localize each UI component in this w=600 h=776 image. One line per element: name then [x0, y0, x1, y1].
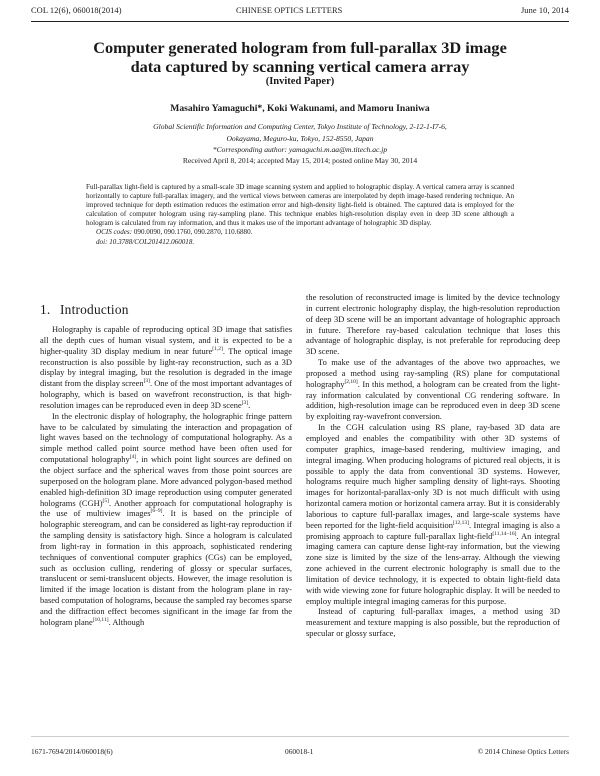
copyright: © 2014 Chinese Optics Letters	[477, 747, 569, 756]
section-number: 1.	[40, 302, 51, 317]
doi-label: doi:	[96, 237, 108, 246]
paper-title	[40, 38, 560, 76]
title-line-2: data captured by scanning vertical camera array	[130, 57, 470, 76]
citation: [3]	[241, 399, 249, 406]
section-heading	[40, 302, 129, 318]
citation: [11,14–16]	[492, 530, 517, 537]
ocis-values: 090.0090, 090.1760, 090.2870, 110.6880.	[133, 228, 253, 237]
intro-paragraph-3: the resolution of reconstructed image is limited by the device technology in current electronic holography display, the high-resolution reproduction of deep 3D scene will be an important advantage of holographic approach in future. Therefore ray-based calculation technique that loses this advantage of holographic display, is not preferable for reproducing deep 3D scene.	[306, 292, 560, 357]
header-rule	[31, 21, 569, 22]
footer-rule	[31, 736, 569, 737]
right-column	[306, 292, 560, 639]
citation: [10,11]	[92, 616, 109, 623]
affiliation-line-2: Ookayama, Meguro-ku, Tokyo, 152-8550, Japan	[226, 133, 374, 143]
citation: [5]	[102, 497, 109, 504]
affiliation	[60, 121, 540, 156]
left-column	[40, 324, 292, 628]
received-dates: Received April 8, 2014; accepted May 15, 2014; posted online May 30, 2014	[182, 156, 418, 165]
intro-paragraph-1: Holography is capable of reproducing optical 3D image that satisfies all the depth cues of human visual system, and it is expected to be a higher-quality 3D display medium in near future[1,2]. The optical image reconstruction is also possible by light-ray reconstruction, such as a 3D display by integral imaging, but the resolution is degraded in the image distant from the display screen[3]. One of the most important advantages of holography, which is based on wavefront reconstruction, is that high-resolution images can be reproduced even in deep 3D scene[3].	[40, 324, 292, 410]
intro-paragraph-2: In the electronic display of holography, the holographic fringe pattern have to be calculated by simulating the interaction and propagation of light waves based on the technology of computational holography. As a simple method called point source method have been often used for computational holography[4], in which point light sources are defined on the object surface and the spherical waves from those point sources are superposed on the hologram plane. More advanced polygon-based method enabled high-definition 3D image reproduction using computer generated holograms (CGH)[5]. Another approach for computational holography is the use of multiview images[6–9]. It is based on the principle of holographic stereogram, and can be considered as light-ray reproduction if the sampling density is satisfactory high. Since a hologram is calculated from light-ray in formation in this approach, sophisticated rendering techniques of conventional computer graphics (CGs) can be employed, such as occlusion culling, rendering of glossy or specular surfaces, translucent or semi-translucent objects. However, the image resolution is limited if the image location is distant from the hologram plane in ray-based computation of holograms, because the sampled ray becomes sparse and the diffraction effect becomes significant in the image far from the hologram plane[10,11]. Although	[40, 410, 292, 627]
title-line-1: Computer generated hologram from full-parallax 3D image	[93, 38, 507, 57]
issue-date: June 10, 2014	[520, 6, 569, 15]
abstract	[86, 183, 514, 247]
abstract-text: Full-parallax light-field is captured by a small-scale 3D image scanning system and applied to holographic display. A vertical camera array is scanned horizontally to capture full-parallax imagery, and the vertical views between cameras are interpolated by depth image-based rendering technique. An improved technique for depth estimation reduces the estimation error and high-density light-field is obtained. The captured data is employed for the calculation of computer hologram using ray-sampling plane. This technique enables high-resolution display even in deep 3D scene although a hologram is calculated from ray information, and thus it makes use of the important advantage of holographic 3D display.	[86, 183, 514, 228]
journal-name: CHINESE OPTICS LETTERS	[236, 6, 343, 15]
citation: [4]	[129, 454, 137, 461]
page-footer	[31, 747, 569, 759]
issn: 1671-7694/2014/060018(6)	[31, 747, 113, 756]
intro-paragraph-4: To make use of the advantages of the above two approaches, we proposed a method using ray-sampling (RS) plane for computational holography[2,10]. In this method, a hologram can be created from the light-ray information calculated by conventional CG rendering software. In addition, high-resolution image can be reproduced even in deep 3D scene by exploiting ray-wavefront conversion.	[306, 357, 560, 422]
citation: [2,10]	[344, 378, 358, 385]
page-number: 060018-1	[285, 747, 314, 756]
citation: [12,13]	[452, 519, 470, 526]
doi	[86, 238, 514, 247]
running-header	[31, 6, 569, 20]
affiliation-line-1: Global Scientific Information and Computing Center, Tokyo Institute of Technology, 2-12-1-I7-6,	[153, 122, 447, 131]
corresponding-author: *Corresponding author: yamaguchi.m.aa@m.titech.ac.jp	[212, 145, 388, 154]
invited-label: (Invited Paper)	[265, 76, 335, 87]
citation: [1,2]	[212, 345, 223, 352]
doi-value: 10.3788/COL201412.060018.	[109, 237, 195, 246]
author-list: Masahiro Yamaguchi*, Koki Wakunami, and Mamoru Inaniwa	[170, 103, 430, 114]
ocis-label: OCIS codes:	[96, 228, 133, 237]
ocis-codes	[86, 228, 514, 237]
intro-paragraph-6: Instead of capturing full-parallax images, a method using 3D measurement and texture mapping is also possible, but the reproduction of specular or glossy surface,	[306, 606, 560, 639]
intro-paragraph-5: In the CGH calculation using RS plane, ray-based 3D data are employed and enables the compatibility with other 3D systems of computer graphics, image-based rendering, multiview imaging, and integral imaging. When producing holograms of pictured real objects, it is possible to apply the data from conventional 3D systems. However, holograms require much higher sampling density of light-rays. Shooting images for horizontal-parallax-only 3D is not much difficult with using horizontal camera motion or horizontal camera array. But it is considerably laborious to capture full-parallax images, and large-scale systems have been reported for the light-field acquisition[12,13]. Integral imaging is also a promising approach to capture full-parallax light-field[11,14–16]. An integral imaging camera can capture dense light-ray information, but the viewing zone size is limited by the size of the lens-array. Although the viewing zone achieved in the current electronic holography is small due to the limitation of device technology, it is expected to obtain light-field data with wide viewing zone for future holographic display. It will be needed to employ multiple integral imaging cameras for this purpose.	[306, 422, 560, 606]
citation: [3]	[143, 378, 150, 385]
citation: [6–9]	[150, 508, 163, 515]
journal-ref: COL 12(6), 060018(2014)	[31, 6, 122, 15]
section-title: Introduction	[60, 302, 129, 317]
